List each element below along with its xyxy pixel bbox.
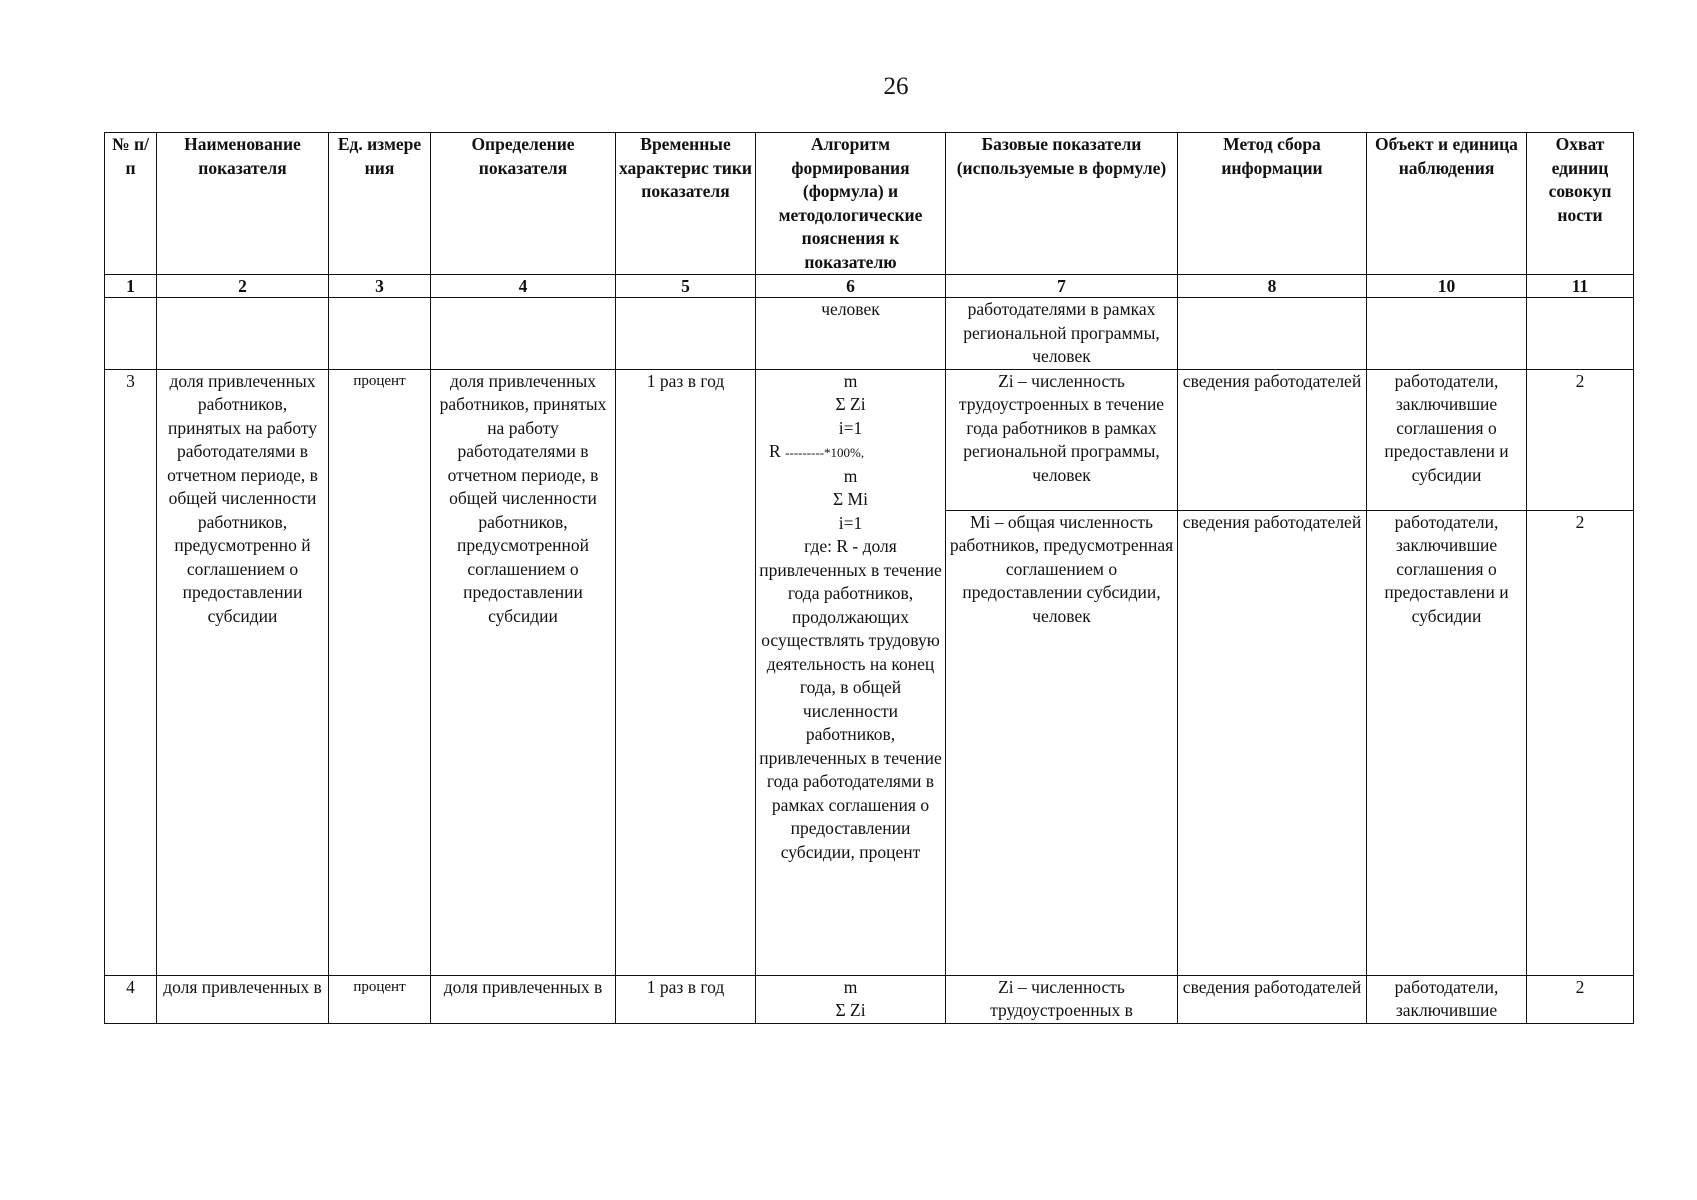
column-number: 5 [616,275,756,298]
formula-m-top: m [843,976,858,997]
formula-fraction-line [759,440,942,465]
row3-num: 3 [105,369,157,975]
row3-coverage-b: 2 [1527,510,1634,975]
row3-definition: доля привлеченных работников, принятых на работу работодателями в отчетном периоде, в общей численности работников, предусмотренной соглашением о предоставлении субсидии [431,369,616,975]
row3-unit: процент [329,369,431,975]
header-row [105,133,1634,275]
empty-cell [616,298,756,370]
row4-name: доля привлеченных в [157,975,329,1023]
formula-m-top: m [843,370,858,391]
header-cell-algorithm: Алгоритм формирования (формула) и методологические пояснения к показателю [756,133,946,275]
row3-object-a: работодатели, заключившие соглашения о предоставлени и субсидии [1367,369,1527,510]
row4-unit: процент [329,975,431,1023]
row3-period: 1 раз в год [616,369,756,975]
empty-cell [105,298,157,370]
table-row-4 [105,975,1634,1023]
empty-cell [329,298,431,370]
column-number: 8 [1178,275,1367,298]
row3-base-mi: Mi – общая численность работников, предусмотренная соглашением о предоставлении субсидии, человек [946,510,1178,975]
empty-cell [1178,298,1367,370]
column-number: 2 [157,275,329,298]
column-number: 4 [431,275,616,298]
formula-sum-top: Σ Zi [835,394,866,414]
column-number-row [105,275,1634,298]
column-number: 10 [1367,275,1527,298]
row4-num: 4 [105,975,157,1023]
header-cell-method: Метод сбора информации [1178,133,1367,275]
header-cell-definition: Определение показателя [431,133,616,275]
column-number: 3 [329,275,431,298]
formula-r: R [769,441,786,461]
empty-cell [431,298,616,370]
row4-object: работодатели, заключившие [1367,975,1527,1023]
row3-coverage-a: 2 [1527,369,1634,510]
empty-cell [1367,298,1527,370]
formula-index-bottom: i=1 [838,512,863,533]
header-cell-object: Объект и единица наблюдения [1367,133,1527,275]
row4-coverage: 2 [1527,975,1634,1023]
column-number: 1 [105,275,157,298]
formula-dashes: ---------*100%, [785,445,865,460]
row3-object-b: работодатели, заключившие соглашения о предоставлени и субсидии [1367,510,1527,975]
formula-explanation: где: R - доля привлеченных в течение года работников, продолжающих осуществлять трудовую деятельность на конец года, в общей численности работников, привлеченных в течение года работодателями в рамках соглашения о предоставлении субсидии, процент [759,536,942,862]
empty-cell [157,298,329,370]
row4-period: 1 раз в год [616,975,756,1023]
formula-index-top: i=1 [838,417,863,438]
column-number: 6 [756,275,946,298]
formula-sum-top: Σ Zi [835,1000,866,1020]
header-cell-base: Базовые показатели (используемые в формуле) [946,133,1178,275]
header-cell-num: № п/п [105,133,157,275]
continuation-base: работодателями в рамках региональной программы, человек [946,298,1178,370]
indicators-table [104,132,1634,1024]
continuation-row [105,298,1634,370]
row3-method-b: сведения работодателей [1178,510,1367,975]
continuation-algorithm: человек [756,298,946,370]
row4-base: Zi – численность трудоустроенных в [946,975,1178,1023]
header-cell-period: Временные характерис тики показателя [616,133,756,275]
page-number: 26 [883,73,909,100]
formula-sum-bottom: Σ Mi [833,489,868,509]
table-row-3 [105,369,1634,510]
empty-cell [1527,298,1634,370]
column-number: 11 [1527,275,1634,298]
row3-formula [756,369,946,975]
header-cell-coverage: Охват единиц совокуп ности [1527,133,1634,275]
row3-base-zi: Zi – численность трудоустроенных в течение года работников в рамках региональной программы, человек [946,369,1178,510]
row4-formula [756,975,946,1023]
header-cell-name: Наименование показателя [157,133,329,275]
row4-definition: доля привлеченных в [431,975,616,1023]
row3-method-a: сведения работодателей [1178,369,1367,510]
row3-name: доля привлеченных работников, принятых на работу работодателями в отчетном периоде, в общей численности работников, предусмотренно й соглашением о предоставлении субсидии [157,369,329,975]
row4-method: сведения работодателей [1178,975,1367,1023]
formula-m-bottom: m [843,465,858,486]
header-cell-unit: Ед. измере ния [329,133,431,275]
column-number: 7 [946,275,1178,298]
